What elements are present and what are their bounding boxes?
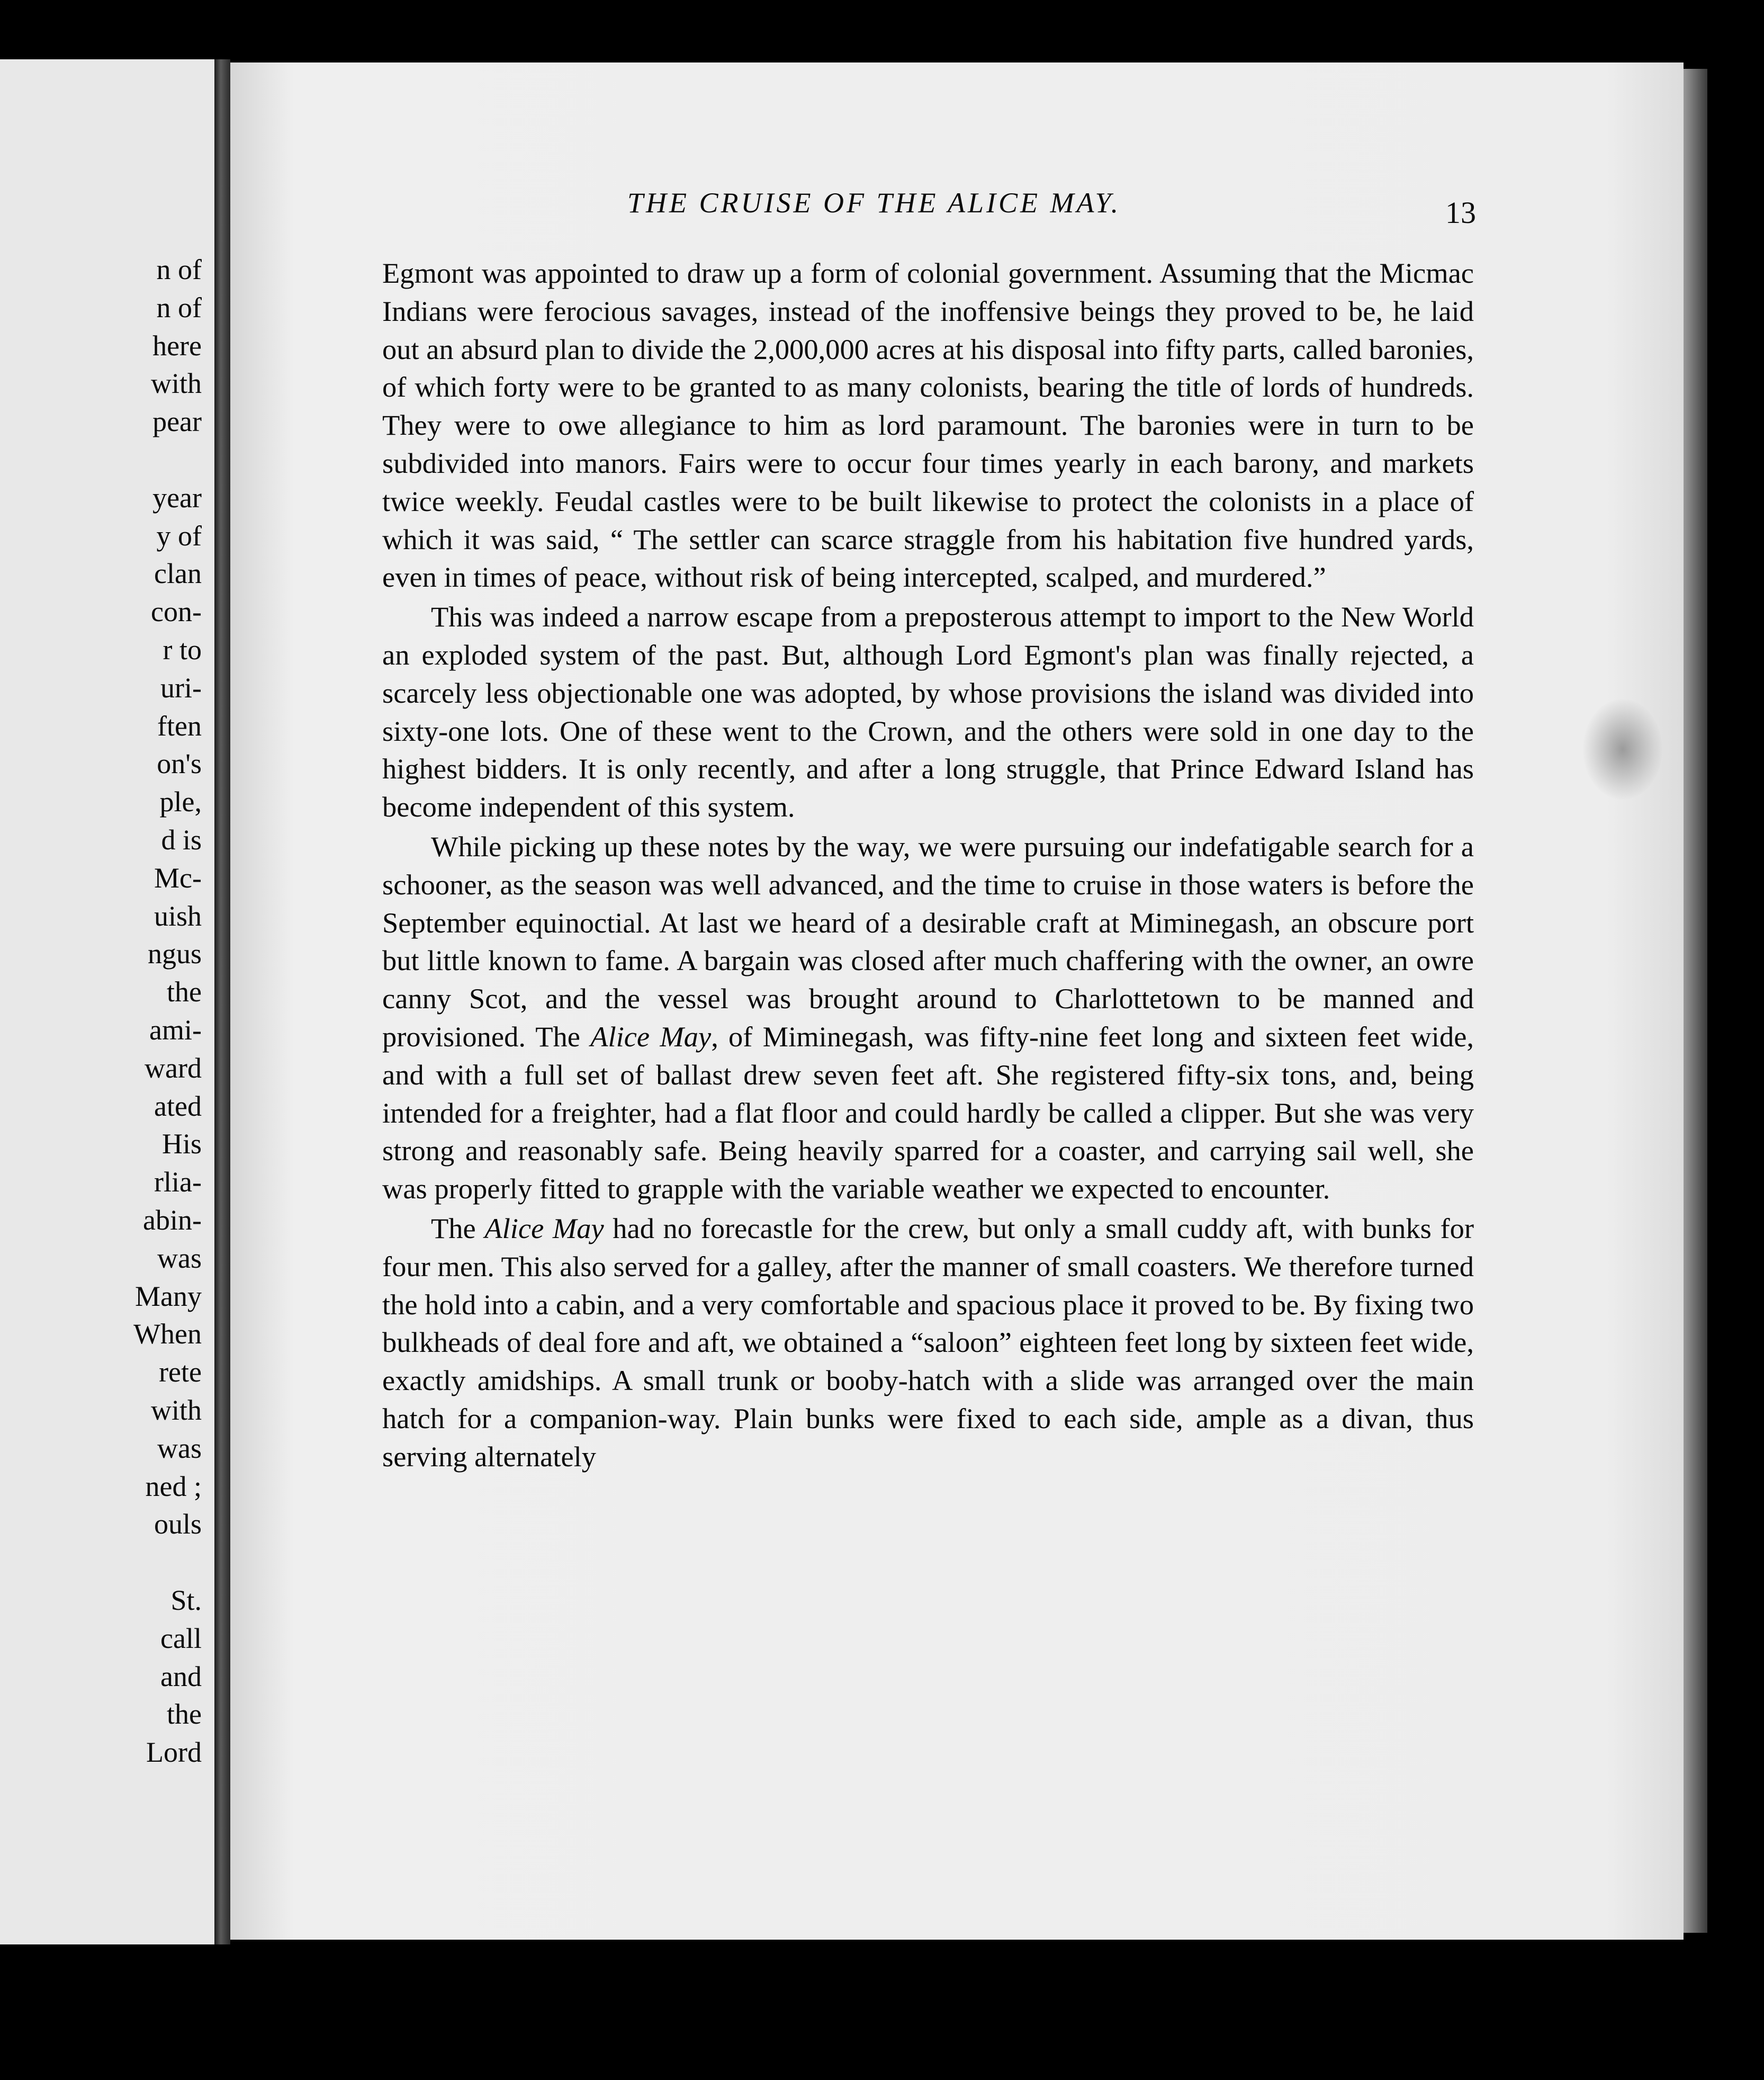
left-page-line-fragment: n of [156, 254, 202, 285]
paragraph-2: This was indeed a narrow escape from a preposterous attempt to import to the New World an exploded system of the past. But, although Lord Egmont's plan was finally rejected, a scarcely less objectionable one was adopted, by whose provisions the island was divided into sixty-one lots. One of these went to the Crown, and the others were sold in one day to the highest bidders. It is only recently, and after a long struggle, that Prince Edward Island has become independent of this system. [382, 600, 1474, 823]
left-page-line-fragment: d is [161, 824, 202, 856]
left-page-line-fragment: on's [157, 748, 202, 780]
left-page-line-fragment: rlia- [154, 1166, 202, 1198]
left-page-line-fragment: was [157, 1242, 202, 1274]
left-page-line-fragment: uri- [160, 671, 202, 704]
vessel-name: Alice May [590, 1020, 712, 1053]
paragraph-3-part-b: , of Miminegash, was fifty-nine feet long and sixteen feet wide, and with a full set of ballast drew seven feet aft. She registered fifty-six tons, and, being intended for a freighter, had a flat floor and could hardly be called a clipper. But she was very strong and reasonably safe. Being heavily sparred for a coaster, and carrying sail well, she was properly fitted to grapple with the variable weather we expected to encounter. [382, 1020, 1474, 1205]
left-page-line-fragment: call [160, 1622, 202, 1654]
left-page-line-fragment: con- [151, 596, 202, 628]
paragraph-3 [382, 828, 1474, 1208]
left-page-line-fragment: n of [156, 291, 202, 324]
paragraph-4-part-a: The [431, 1212, 476, 1244]
paragraph-4 [382, 1209, 1474, 1476]
left-page-line-fragment: Lord [146, 1736, 202, 1769]
left-page-line-fragment: r to [163, 634, 202, 666]
page-body [382, 254, 1474, 1476]
paragraph-4-part-b: had no forecastle for the crew, but only a small cuddy aft, with bunks for four men. This also served for a galley, after the manner of small coasters. We therefore turned the hold into a cabin, and a very comfortable and spacious place it proved to be. By fixing two bulkheads of deal fore and aft, we obtained a “saloon” eighteen feet long by sixteen feet wide, exactly amidships. A small trunk or booby-hatch with a slide was arranged over the main hatch for a companion-way. Plain bunks were fixed to each side, ample as a divan, thus serving alternately [382, 1212, 1474, 1473]
left-page-line-fragment: ple, [159, 786, 202, 818]
left-page-line-fragment: pear [152, 406, 202, 438]
left-page-line-fragment: His [161, 1128, 202, 1160]
left-page-line-fragment: clan [154, 558, 202, 590]
page-number: 13 [1445, 195, 1476, 230]
left-page-line-fragment: here [152, 329, 202, 362]
running-head: THE CRUISE OF THE ALICE MAY. [627, 187, 1121, 219]
vessel-name: Alice May [484, 1212, 604, 1244]
page-edge [1684, 69, 1707, 1933]
book-gutter [214, 59, 230, 1944]
left-page-line-fragment: ami- [149, 1014, 202, 1046]
paragraph-3-part-a: While picking up these notes by the way, we were pursuing our indefatigable search for a schooner, as the season was well advanced, and the time to cruise in those waters is before the September equinoctial. At last we heard of a desirable craft at Miminegash, an obscure port but little known to fame. A bargain was closed after much chaffering with the owner, an owre canny Scot, and the vessel was brought around to Charlottetown to be manned and provisioned. The [382, 830, 1474, 1053]
left-page-line-fragment: St. [170, 1584, 202, 1616]
left-page-line-fragment: ned ; [145, 1470, 202, 1502]
left-page-line-fragment: with [150, 367, 202, 400]
left-facing-page [0, 59, 214, 1944]
ink-smudge [1583, 699, 1662, 800]
left-page-line-fragment: ward [145, 1052, 202, 1084]
left-page-line-fragment: y of [156, 519, 202, 552]
left-page-line-fragment: the [167, 976, 202, 1008]
left-page-line-fragment: ouls [154, 1508, 202, 1540]
left-page-line-fragment: the [167, 1698, 202, 1731]
left-page-line-fragment: Mc- [154, 862, 202, 894]
left-page-line-fragment: uish [154, 900, 202, 932]
left-page-line-fragment: ften [157, 710, 202, 742]
paragraph-1: Egmont was appointed to draw up a form of colonial government. Assuming that the Micmac Indians were ferocious savages, instead of the inoffensive beings they proved to be, he laid out an absurd plan to divide the 2,000,000 acres at his disposal into fifty parts, called baronies, of which forty were to be granted to as many colonists, bearing the title of lords of hundreds. They were to owe allegiance to him as lord paramount. The baronies were in turn to be subdivided into manors. Fairs were to occur four times yearly in each barony, and markets twice weekly. Feudal castles were to be built likewise to protect the colonists in a place of which it was said, “ The settler can scarce straggle from his habitation five hundred yards, even in times of peace, without risk of being intercepted, scalped, and murdered.” [382, 257, 1474, 594]
left-page-line-fragment: with [150, 1394, 202, 1426]
left-page-line-fragment: Many [135, 1280, 202, 1312]
left-page-line-fragment: was [157, 1432, 202, 1464]
left-page-line-fragment: When [133, 1318, 202, 1350]
left-page-line-fragment: and [160, 1660, 202, 1692]
left-page-line-fragment: year [152, 481, 202, 514]
left-page-line-fragment: ngus [147, 938, 202, 970]
left-page-line-fragment: rete [159, 1356, 202, 1388]
left-page-line-fragment: abin- [143, 1204, 202, 1236]
left-page-line-fragment: ated [154, 1090, 202, 1122]
